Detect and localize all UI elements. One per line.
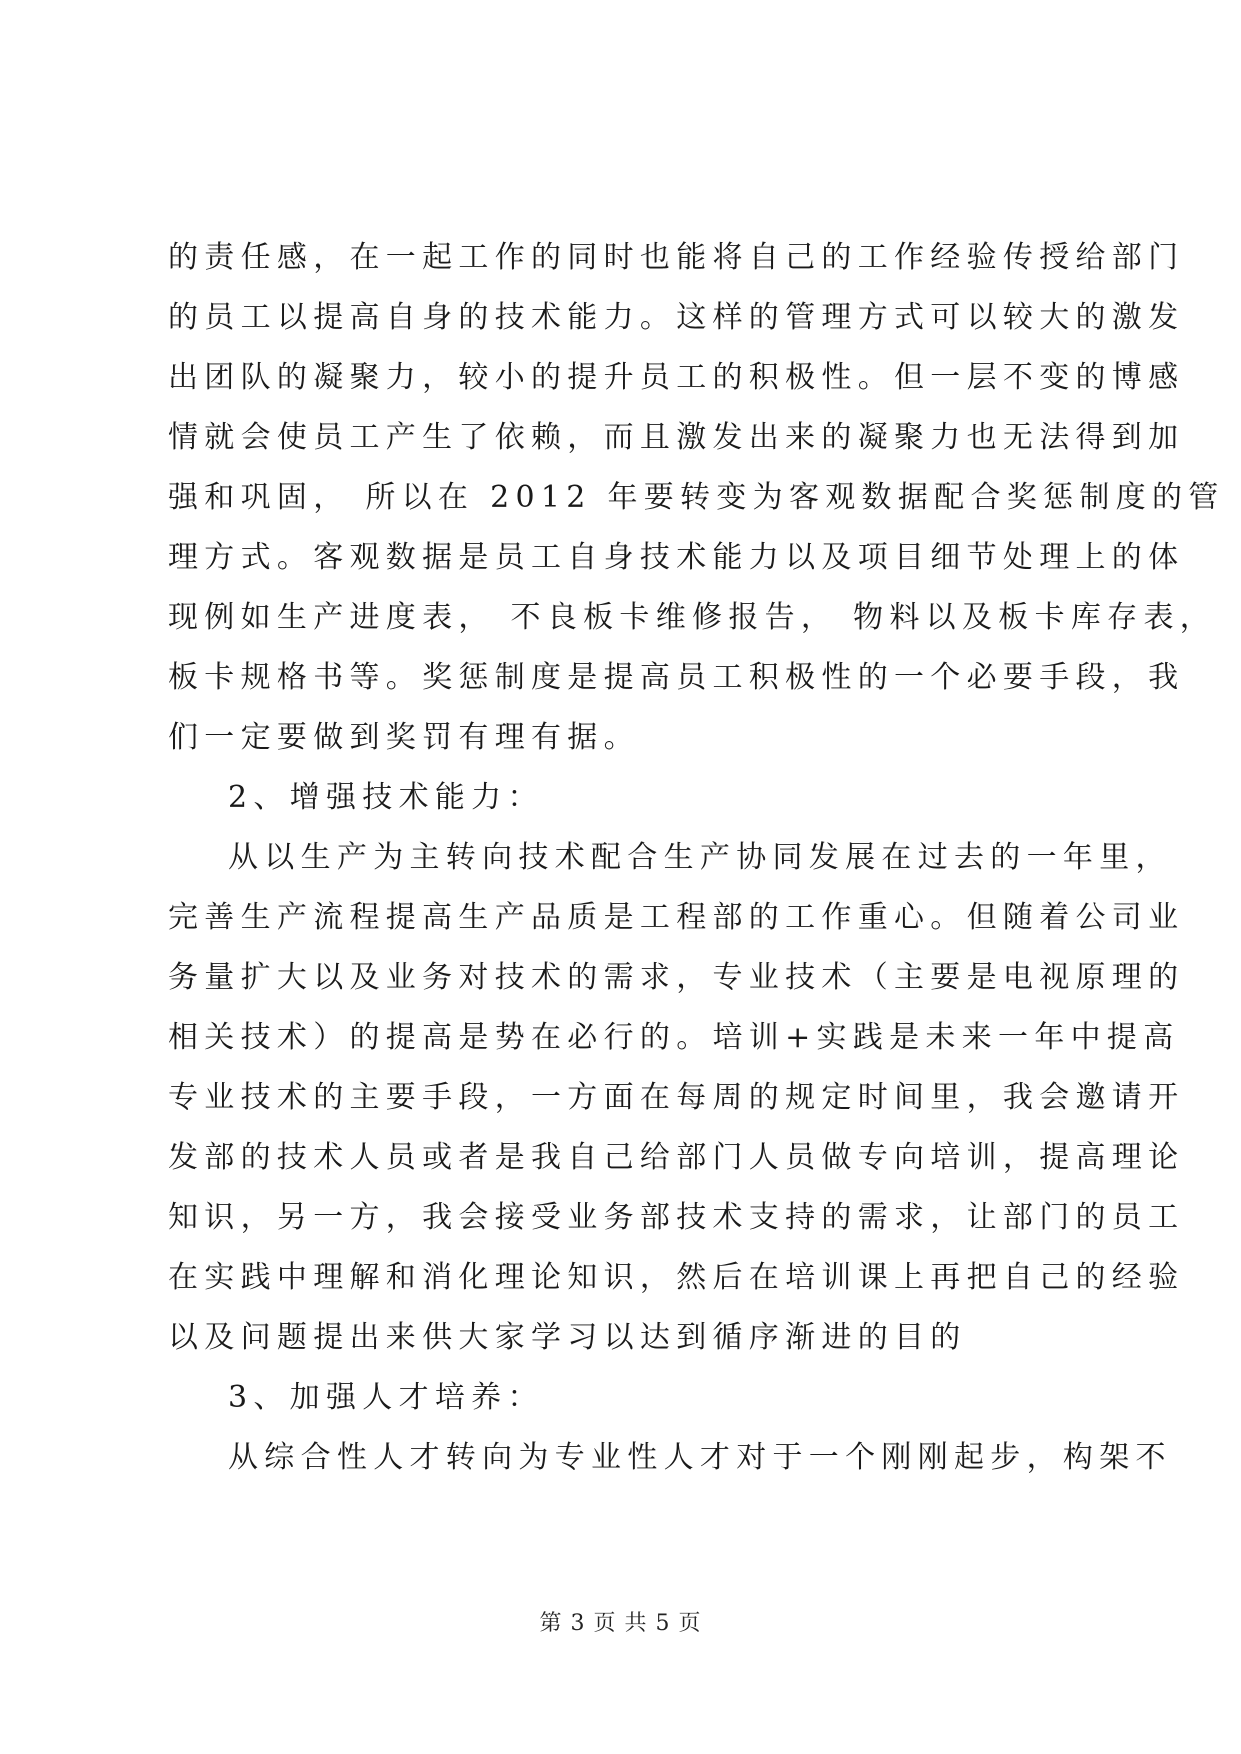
paragraph-line: 现例如生产进度表， 不良板卡维修报告， 物料以及板卡库存表， (168, 600, 1217, 635)
paragraph-line: 发部的技术人员或者是我自己给部门人员做专向培训，提高理论 (168, 1140, 1185, 1175)
paragraph-line: 板卡规格书等。奖惩制度是提高员工积极性的一个必要手段，我 (168, 660, 1185, 695)
paragraph-line: 从以生产为主转向技术配合生产协同发展在过去的一年里， (228, 840, 1172, 875)
paragraph-line: 情就会使员工产生了依赖，而且激发出来的凝聚力也无法得到加 (168, 420, 1185, 455)
paragraph-line: 完善生产流程提高生产品质是工程部的工作重心。但随着公司业 (168, 900, 1185, 935)
paragraph-line: 专业技术的主要手段，一方面在每周的规定时间里，我会邀请开 (168, 1080, 1185, 1115)
paragraph-line: 务量扩大以及业务对技术的需求，专业技术（主要是电视原理的 (168, 960, 1185, 995)
paragraph-line: 的员工以提高自身的技术能力。这样的管理方式可以较大的激发 (168, 300, 1185, 335)
paragraph-line: 从综合性人才转向为专业性人才对于一个刚刚起步，构架不 (228, 1440, 1172, 1475)
paragraph-line: 出团队的凝聚力，较小的提升员工的积极性。但一层不变的博感 (168, 360, 1185, 395)
paragraph-line: 理方式。客观数据是员工自身技术能力以及项目细节处理上的体 (168, 540, 1185, 575)
paragraph-line: 知识，另一方，我会接受业务部技术支持的需求，让部门的员工 (168, 1200, 1185, 1235)
paragraph-line: 的责任感，在一起工作的同时也能将自己的工作经验传授给部门 (168, 240, 1185, 275)
paragraph-line: 相关技术）的提高是势在必行的。培训+实践是未来一年中提高 (168, 1020, 1180, 1055)
paragraph-line: 们一定要做到奖罚有理有据。 (168, 720, 640, 755)
paragraph-line: 在实践中理解和消化理论知识，然后在培训课上再把自己的经验 (168, 1260, 1185, 1295)
paragraph-line: 以及问题提出来供大家学习以达到循序渐进的目的 (168, 1320, 967, 1355)
section-heading: 3、加强人才培养： (228, 1380, 544, 1415)
page-footer: 第 3 页 共 5 页 (539, 1611, 702, 1636)
paragraph-line: 强和巩固， 所以在 2012 年要转变为客观数据配合奖惩制度的管 (168, 480, 1225, 515)
section-heading: 2、增强技术能力： (228, 780, 544, 815)
